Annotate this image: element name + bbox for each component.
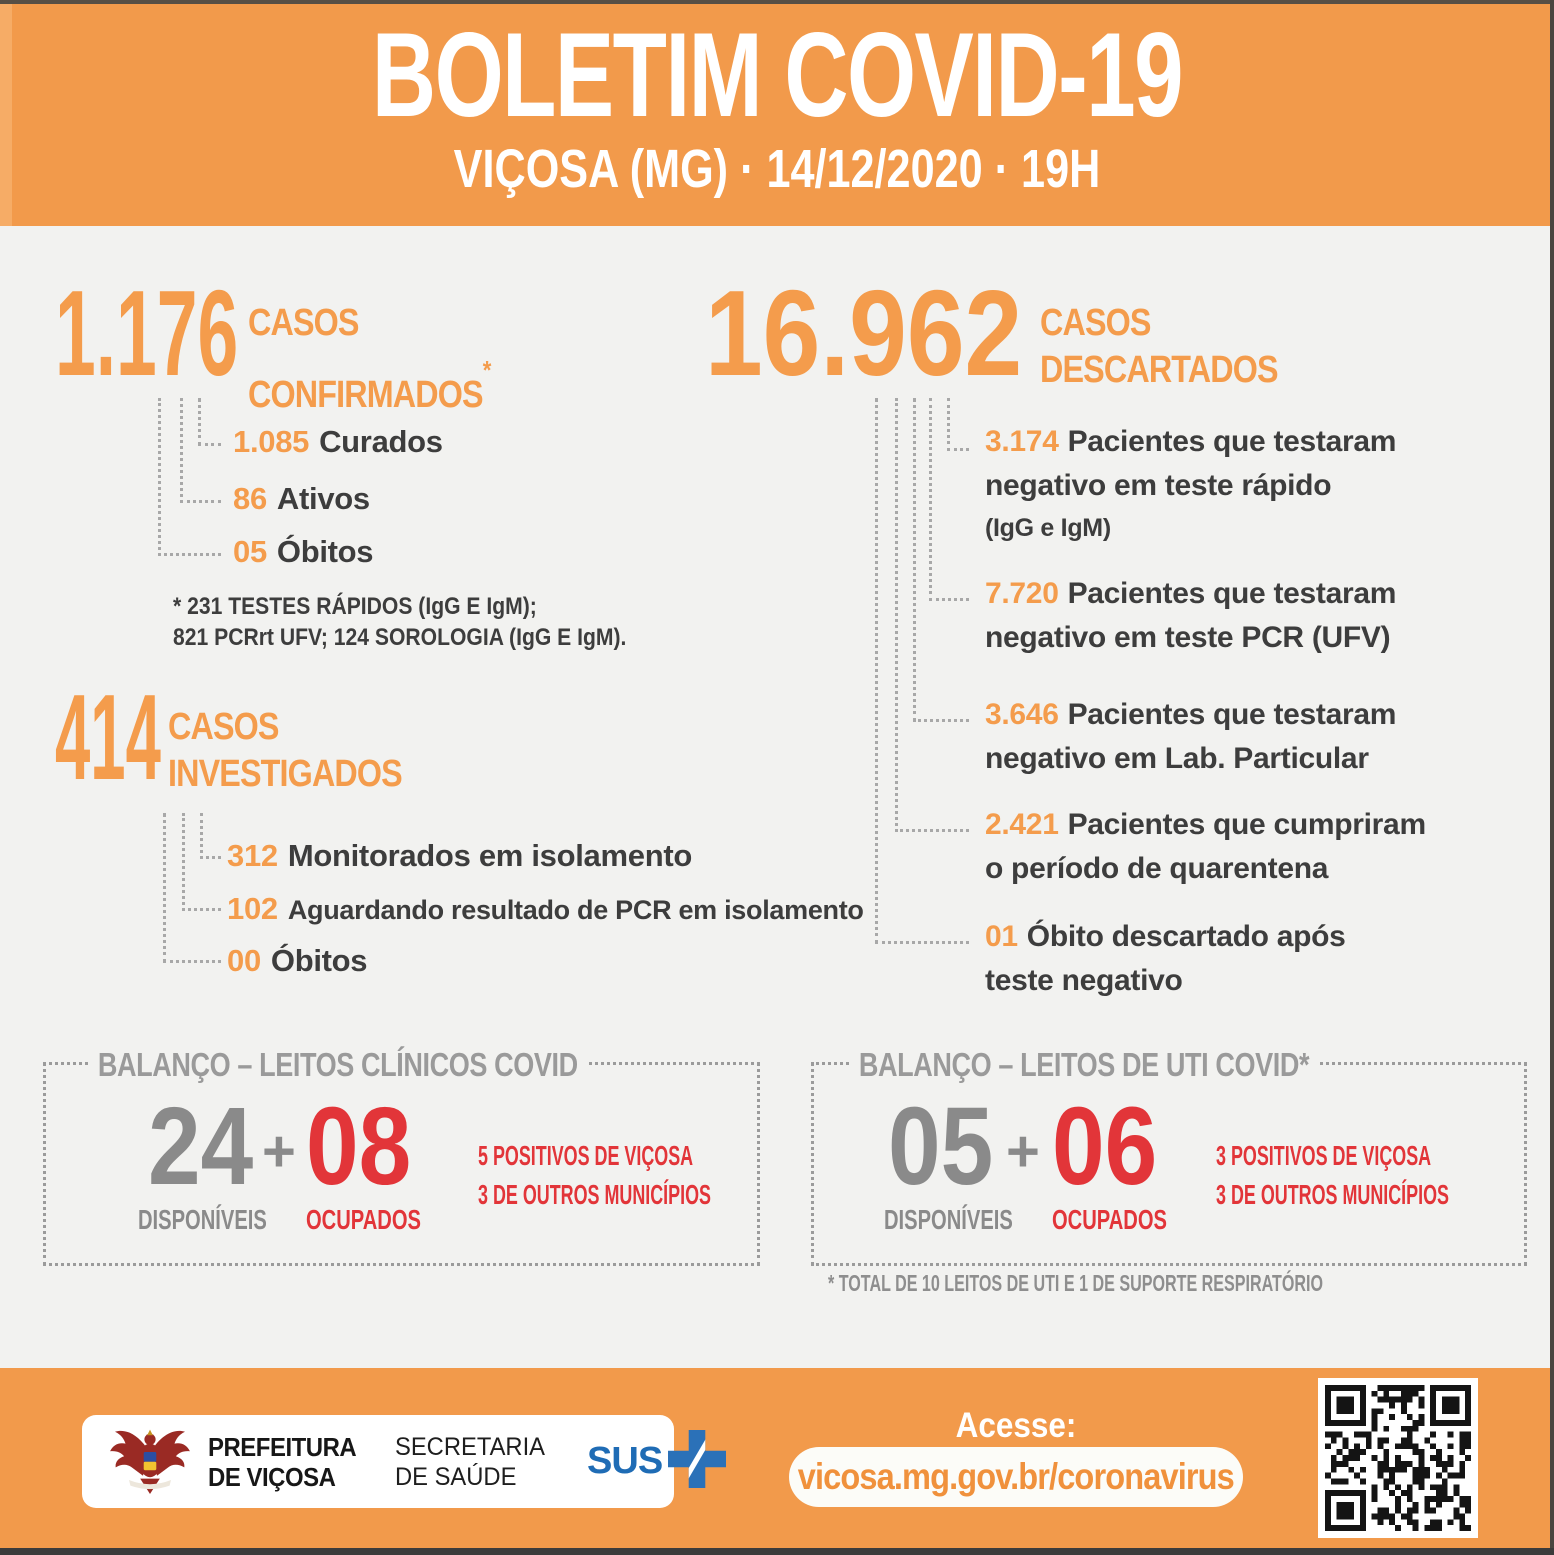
qr-code <box>1318 1378 1478 1538</box>
discarded-label-line2: DESCARTADOS <box>1040 349 1278 391</box>
connector-line <box>875 398 969 944</box>
item-line1 <box>985 693 1396 737</box>
discarded-count: 16.962 <box>705 265 1023 401</box>
clinical-beds-note <box>478 1136 711 1214</box>
confirmed-item-curados <box>233 424 443 460</box>
icu-beds-title: BALANÇO – LEITOS DE UTI COVID* <box>849 1046 1319 1084</box>
confirmed-label <box>248 300 490 419</box>
investigated-item-obitos <box>227 943 367 979</box>
icu-beds-footnote: * TOTAL DE 10 LEITOS DE UTI E 1 DE SUPORTE RESPIRATÓRIO <box>828 1270 1324 1296</box>
item-value: 05 <box>233 534 267 569</box>
connector-line <box>158 398 221 556</box>
icu-occupied-label: OCUPADOS <box>1052 1204 1167 1235</box>
discarded-item-lab-particular <box>985 693 1396 781</box>
confirmed-asterisk: * <box>482 355 491 385</box>
item-value: 3.646 <box>985 698 1059 731</box>
discarded-item-pcr-ufv <box>985 572 1396 660</box>
dept-line2: DE SAÚDE <box>395 1462 517 1491</box>
item-label: Curados <box>319 424 443 459</box>
item-line1 <box>985 803 1426 847</box>
clinical-note-line1: 5 POSITIVOS DE VIÇOSA <box>478 1140 694 1171</box>
item-text: Pacientes que testaram <box>1067 577 1397 610</box>
icu-available-count: 05 <box>888 1085 994 1208</box>
item-text: Pacientes que testaram <box>1067 425 1397 458</box>
confirmed-footnote-line1: * 231 TESTES RÁPIDOS (IgG E IgM); <box>173 593 537 620</box>
sus-cross-icon <box>668 1430 726 1493</box>
item-value: 86 <box>233 481 267 516</box>
item-text: Pacientes que testaram <box>1067 698 1397 731</box>
investigated-label-line2: INVESTIGADOS <box>168 753 402 795</box>
org-line1: PREFEITURA <box>208 1431 357 1462</box>
sus-wordmark: SUS <box>587 1440 663 1482</box>
icu-occupied-count: 06 <box>1052 1085 1158 1208</box>
item-value: 312 <box>227 838 278 873</box>
item-label: Ativos <box>276 481 370 516</box>
item-label: Aguardando resultado de PCR em isolamento <box>287 895 864 925</box>
icu-note-line1: 3 POSITIVOS DE VIÇOSA <box>1216 1140 1432 1171</box>
frame-right <box>1550 0 1554 1555</box>
discarded-label <box>1040 300 1278 394</box>
discarded-item-obito-descartado <box>985 915 1346 1003</box>
header-band <box>0 0 1554 226</box>
frame-bottom <box>0 1548 1554 1555</box>
plus-sign: + <box>1006 1119 1040 1184</box>
item-line1 <box>985 420 1396 464</box>
header-left-strip <box>0 4 12 226</box>
item-label: Monitorados em isolamento <box>287 838 692 873</box>
item-note: (IgG e IgM) <box>985 514 1111 542</box>
clinical-available-label: DISPONÍVEIS <box>138 1204 267 1235</box>
frame-top <box>0 0 1554 4</box>
item-line2: negativo em Lab. Particular <box>985 742 1369 775</box>
secretaria-wordmark <box>395 1432 545 1492</box>
item-text: Óbito descartado após <box>1026 920 1346 953</box>
connector-line <box>163 813 221 963</box>
url-pill[interactable] <box>789 1447 1243 1507</box>
confirmed-label-line1: CASOS <box>248 302 359 344</box>
icu-beds-note <box>1216 1136 1449 1214</box>
discarded-item-quarentena <box>985 803 1426 891</box>
page-title: BOLETIM COVID-19 <box>371 8 1183 142</box>
icu-note-line2: 3 DE OUTROS MUNICÍPIOS <box>1216 1179 1449 1210</box>
item-line1 <box>985 572 1396 616</box>
discarded-item-teste-rapido <box>985 420 1396 548</box>
investigated-label-line1: CASOS <box>168 706 279 748</box>
investigated-item-monitorados <box>227 838 692 874</box>
org-line2: DE VIÇOSA <box>208 1461 336 1492</box>
item-label: Óbitos <box>270 943 368 978</box>
item-value: 1.085 <box>233 424 310 459</box>
icu-available-label: DISPONÍVEIS <box>884 1204 1013 1235</box>
item-text: Pacientes que cumpriram <box>1067 808 1426 841</box>
access-label: Acesse: <box>955 1406 1077 1445</box>
item-line2: negativo em teste rápido <box>985 469 1332 502</box>
investigated-item-aguardando <box>227 891 864 927</box>
confirmed-label-line2: CONFIRMADOS <box>248 374 483 416</box>
clinical-occupied-label: OCUPADOS <box>306 1204 421 1235</box>
discarded-label-line1: CASOS <box>1040 302 1151 344</box>
investigated-label <box>168 704 402 798</box>
page-subtitle: VIÇOSA (MG) · 14/12/2020 · 19H <box>453 139 1101 199</box>
investigated-count: 414 <box>55 669 161 805</box>
item-line2: teste negativo <box>985 964 1183 997</box>
confirmed-item-obitos <box>233 534 373 570</box>
item-value: 7.720 <box>985 577 1059 610</box>
item-line2: o período de quarentena <box>985 852 1329 885</box>
item-line2: negativo em teste PCR (UFV) <box>985 621 1391 654</box>
logo-card <box>82 1415 674 1508</box>
item-value: 01 <box>985 920 1018 953</box>
item-value: 2.421 <box>985 808 1059 841</box>
confirmed-footnote-line2: 821 PCRrt UFV; 124 SOROLOGIA (IgG E IgM). <box>173 624 627 651</box>
prefeitura-wordmark <box>208 1432 356 1492</box>
item-label: Óbitos <box>276 534 374 569</box>
clinical-available-count: 24 <box>148 1085 254 1208</box>
item-value: 00 <box>227 943 261 978</box>
item-value: 3.174 <box>985 425 1059 458</box>
url-text: vicosa.mg.gov.br/coronavirus <box>797 1456 1235 1497</box>
clinical-note-line2: 3 DE OUTROS MUNICÍPIOS <box>478 1179 711 1210</box>
clinical-occupied-count: 08 <box>306 1085 412 1208</box>
sus-logo <box>587 1430 726 1493</box>
plus-sign: + <box>262 1119 296 1184</box>
confirmed-item-ativos <box>233 481 370 517</box>
confirmed-count: 1.176 <box>55 265 239 401</box>
item-line1 <box>985 915 1346 959</box>
dept-line1: SECRETARIA <box>395 1432 546 1461</box>
item-value: 102 <box>227 891 278 926</box>
confirmed-footnote <box>173 591 626 653</box>
vicosa-coat-of-arms-icon <box>108 1421 192 1502</box>
clinical-beds-title: BALANÇO – LEITOS CLÍNICOS COVID <box>88 1046 588 1084</box>
